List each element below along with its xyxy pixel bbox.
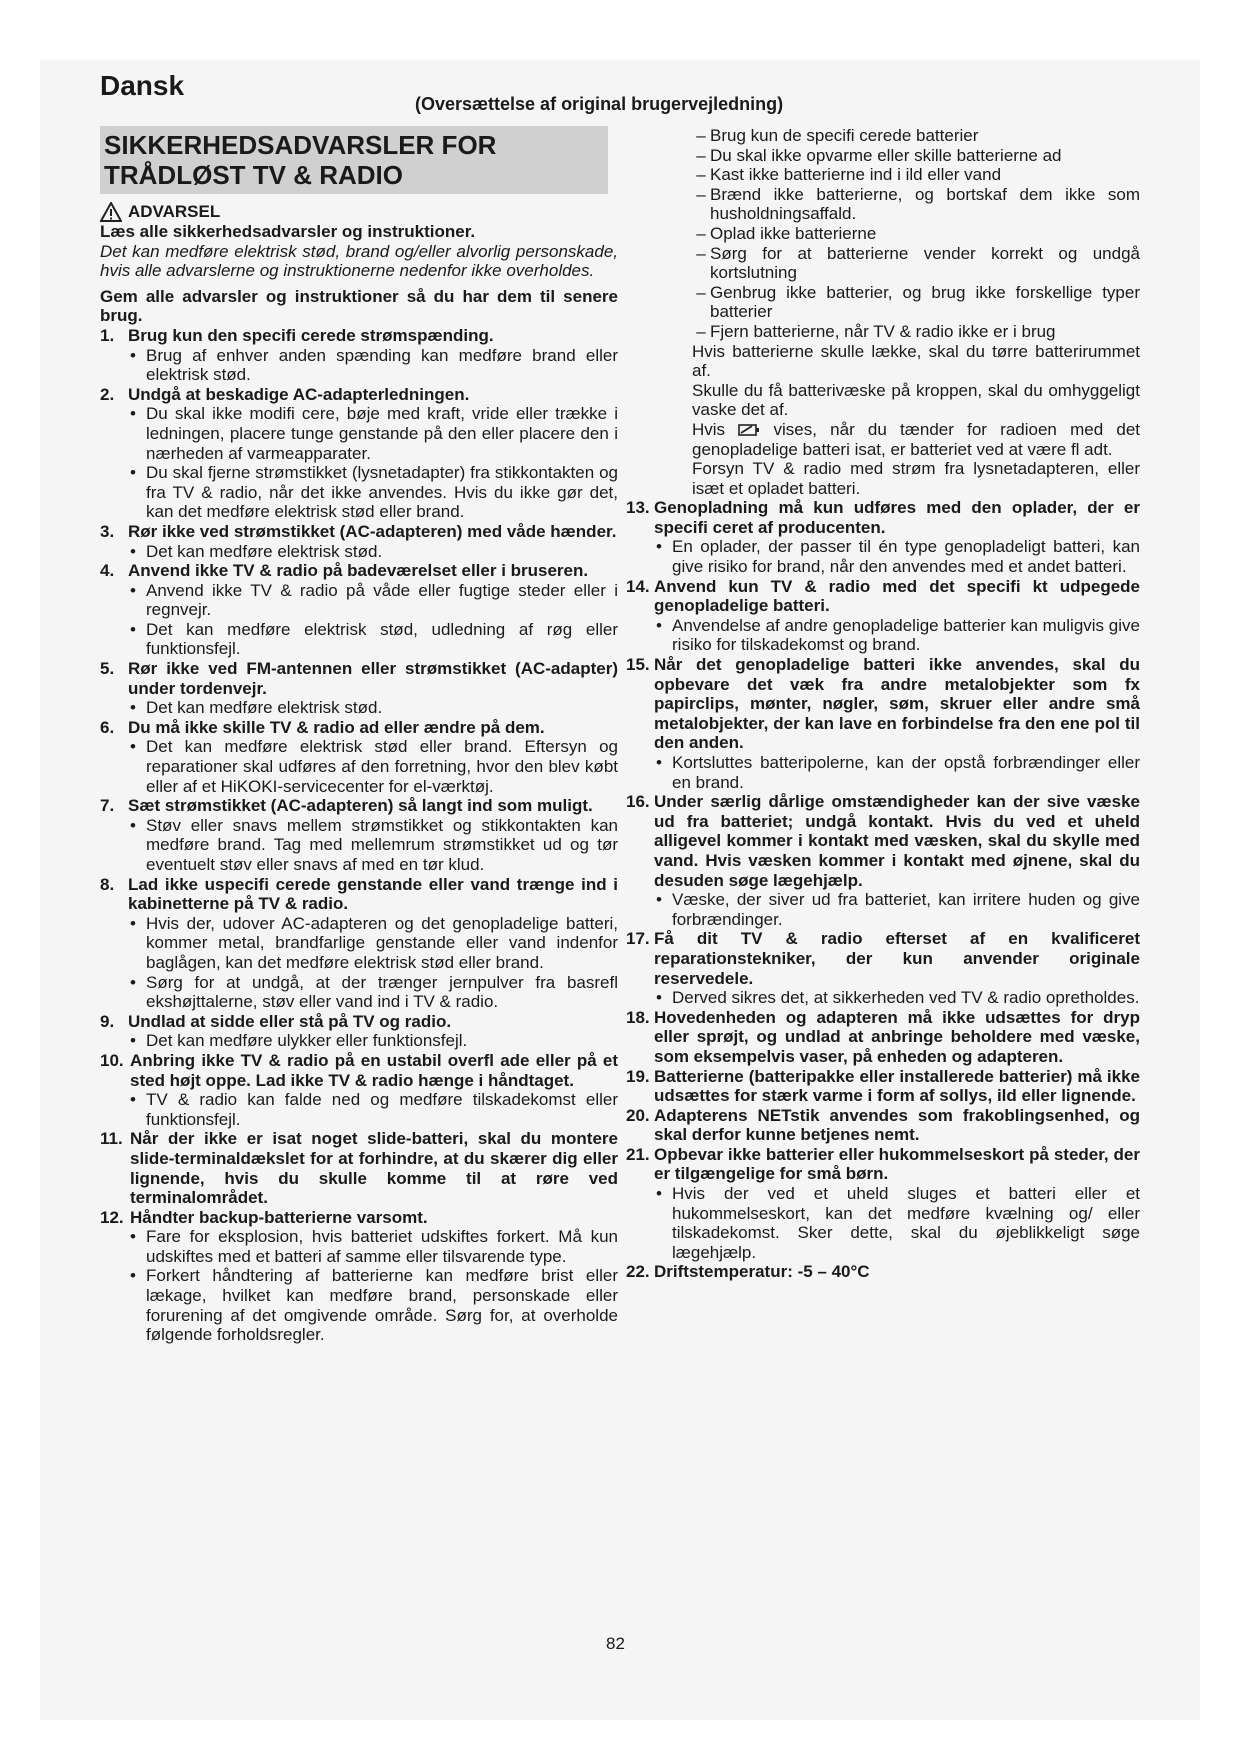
section-9: 9. Undlad at sidde eller stå på TV og radio. — [100, 1011, 452, 1031]
list-item: • Det kan medføre elektrisk stød eller brand. Eftersyn og reparationer skal udføres af den forretning, hvor den blev købt eller af et HiKOKI-servicecenter for el-værktøj. — [130, 737, 618, 796]
section-14: 14. Anvend kun TV & radio med det specifi kt udpegede genopladelige batteri. — [626, 576, 1140, 616]
warning-heading: ADVARSEL — [100, 202, 618, 222]
list-item: • Anvendelse af andre genopladelige batterier kan muligvis give risiko for tilskadekomst og brand. — [656, 615, 1140, 655]
low-battery-icon — [738, 423, 760, 437]
list-item: • Fare for eksplosion, hvis batteriet udskiftes forkert. Må kun udskiftes med et batteri af samme eller tilsvarende type. — [130, 1227, 618, 1266]
list-item: – Brug kun de specifi cerede batterier — [696, 126, 979, 145]
list-item: • Væske, der siver ud fra batteriet, kan irritere huden og give forbrændinger. — [656, 890, 1140, 929]
section-3: 3. Rør ikke ved strømstikket (AC-adapteren) med våde hænder. — [100, 521, 617, 541]
list-item: – Oplad ikke batterierne — [696, 223, 877, 243]
low-battery-note: Hvis vises, når du tænder for radioen med det genopladelige batteri isat, er batteriet ved at være fl adt. — [692, 419, 1140, 459]
section-16: 16. Under særlig dårlige omstændigheder kan der sive væske ud fra batteriet; undgå kontakt. Hvis du ved et uheld alligevel kommer i kontakt med væsken, skal du skylle med vand. Hvis væsken kommer i kontakt med øjnene, skal du desuden søge lægehjælp. — [626, 792, 1140, 890]
section-19: 19. Batterierne (batteripakke eller installerede batterier) må ikke udsættes for stærk varme i form af sollys, ild eller lignende. — [626, 1066, 1140, 1106]
warning-triangle-icon — [100, 202, 122, 222]
list-item: • Kortsluttes batteripolerne, kan der opstå forbrændinger eller en brand. — [656, 753, 1140, 792]
list-item: • Hvis der ved et uheld sluges et batteri eller et hukommelseskort, kan det medføre kvælning og/ eller tilskadekomst. Sker dette, skal du øjeblikkeligt søge lægehjælp. — [656, 1184, 1140, 1262]
section-18: 18. Hovedenheden og adapteren må ikke udsættes for dryp eller sprøjt, og undlad at anbringe beholdere med væske, som eksempelvis vaser, på enheden og adapteren. — [626, 1007, 1140, 1066]
section-17: 17. Få dit TV & radio efterset af en kvalificeret reparationstekniker, der kun anvender originale reservedele. — [626, 929, 1140, 988]
left-column — [100, 126, 618, 1345]
list-item: • Støv eller snavs mellem strømstikket og stikkontakten kan medføre brand. Tag med mellemrum strømstikket ud og tør eventuelt støv eller snavs af med en tør klud. — [130, 815, 618, 874]
list-item: – Kast ikke batterierne ind i ild eller vand — [696, 165, 1002, 185]
list-item: – Brænd ikke batterierne, og bortskaf dem ikke som husholdningsaffald. — [696, 184, 1140, 224]
section-2: 2. Undgå at beskadige AC-adapterledningen. — [100, 384, 470, 404]
section-10: 10. Anbring ikke TV & radio på en ustabil overfl ade eller på et sted højt oppe. Lad ikke TV & radio hænge i håndtaget. — [100, 1050, 618, 1090]
page-title: SIKKERHEDSADVARSLER FOR TRÅDLØST TV & RADIO — [100, 126, 608, 194]
power-note: Forsyn TV & radio med strøm fra lysnetadapteren, eller isæt et opladet batteri. — [692, 459, 1140, 498]
section-15: 15. Når det genopladelige batteri ikke anvendes, skal du opbevare det væk fra andre metalobjekter som fx papirclips, mønter, nøgler, søm, skruer eller andre små metalobjekter, der kan lave en forbindelse fra den ene pol til den anden. — [626, 655, 1140, 753]
section-8: 8. Lad ikke uspecifi cerede genstande eller vand trænge ind i kabinetterne på TV & radio. — [100, 874, 618, 914]
leak-note: Hvis batterierne skulle lække, skal du tørre batterirummet af. — [692, 341, 1140, 381]
page-number: 82 — [606, 1634, 625, 1653]
language-heading: Dansk — [100, 70, 185, 101]
list-item: – Genbrug ikke batterier, og brug ikke forskellige typer batterier — [696, 282, 1140, 322]
list-item: • Sørg for at undgå, at der trænger jernpulver fra basrefl ekshøjttalerne, støv eller vand ind i TV & radio. — [130, 972, 618, 1012]
section-13: 13. Genopladning må kun udføres med den oplader, der er specifi ceret af producenten. — [626, 498, 1140, 537]
list-item: – Du skal ikke opvarme eller skille batterierne ad — [696, 145, 1062, 165]
list-item: • Du skal fjerne strømstikket (lysnetadapter) fra stikkontakten og fra TV & radio, når det ikke anvendes. Hvis du ikke gør det, kan det medføre elektrisk stød eller brand. — [130, 463, 618, 522]
list-item: • TV & radio kan falde ned og medføre tilskadekomst eller funktionsfejl. — [130, 1090, 618, 1129]
warning-keep: Gem alle advarsler og instruktioner så du har dem til senere brug. — [100, 286, 618, 326]
section-21: 21. Opbevar ikke batterier eller hukommelseskort på steder, der er tilgængelige for små børn. — [626, 1144, 1140, 1184]
section-22: 22. Driftstemperatur: -5 – 40°C — [626, 1262, 870, 1282]
section-20: 20. Adapterens NETstik anvendes som frakoblingsenhed, og skal derfor kunne betjenes nemt. — [626, 1105, 1140, 1145]
translation-note: (Oversættelse af original brugervejledning) — [415, 94, 784, 114]
list-item: • Du skal ikke modifi cere, bøje med kraft, vride eller trække i ledningen, placere tunge genstande på den eller placere den i nærheden af varmeapparater. — [130, 404, 618, 463]
precaution-list — [626, 126, 1140, 498]
list-item: • Det kan medføre ulykker eller funktionsfejl. — [130, 1031, 468, 1051]
list-item: • Det kan medføre elektrisk stød, udledning af røg eller funktionsfejl. — [130, 619, 618, 659]
warning-read: Læs alle sikkerhedsadvarsler og instruktioner. — [100, 222, 476, 241]
section-7: 7. Sæt strømstikket (AC-adapteren) så langt ind som muligt. — [100, 796, 593, 816]
section-1: 1. Brug kun den specifi cerede strømspænding. — [100, 325, 494, 345]
list-item: • Forkert håndtering af batterierne kan medføre brist eller lækage, hvilket kan medføre brand, personskade eller forurening af det omgivende område. Sørg for, at overholde følgende forholdsregler. — [130, 1266, 618, 1345]
list-item: • Det kan medføre elektrisk stød. — [130, 541, 383, 561]
list-item: • Hvis der, udover AC-adapteren og det genopladelige batteri, kommer metal, brandfarlige genstande eller vand indenfor baglågen, kan det medføre elektrisk stød eller brand. — [130, 913, 618, 972]
section-5: 5. Rør ikke ved FM-antennen eller strømstikket (AC-adapter) under tordenvejr. — [100, 659, 618, 698]
warning-italic: Det kan medføre elektrisk stød, brand og/eller alvorlig personskade, hvis alle advarslerne og instruktionerne nedenfor ikke overholdes. — [100, 241, 618, 281]
section-11: 11. Når der ikke er isat noget slide-batteri, skal du montere slide-terminaldækslet for at forhindre, at du skærer dig eller lignende, hvis du skulle komme til at røre ved terminalområdet. — [100, 1129, 618, 1208]
list-item: – Fjern batterierne, når TV & radio ikke er i brug — [696, 321, 1056, 341]
list-item: • Det kan medføre elektrisk stød. — [130, 698, 383, 718]
list-item: • Anvend ikke TV & radio på våde eller fugtige steder eller i regnvejr. — [130, 580, 618, 620]
list-item: • Brug af enhver anden spænding kan medføre brand eller elektrisk stød. — [130, 345, 618, 385]
right-column — [626, 126, 1140, 1282]
list-item: – Sørg for at batterierne vender korrekt og undgå kortslutning — [696, 243, 1140, 283]
section-6: 6. Du må ikke skille TV & radio ad eller ændre på dem. — [100, 717, 545, 737]
list-item: • Derved sikres det, at sikkerheden ved TV & radio opretholdes. — [656, 988, 1140, 1008]
section-4: 4. Anvend ikke TV & radio på badeværelset eller i bruseren. — [100, 561, 589, 581]
list-item: • En oplader, der passer til én type genopladeligt batteri, kan give risiko for brand, når den anvendes med et andet batteri. — [656, 537, 1140, 577]
fluid-note: Skulle du få batterivæske på kroppen, skal du omhyggeligt vaske det af. — [692, 380, 1140, 420]
section-12: 12. Håndter backup-batterierne varsomt. — [100, 1207, 428, 1227]
